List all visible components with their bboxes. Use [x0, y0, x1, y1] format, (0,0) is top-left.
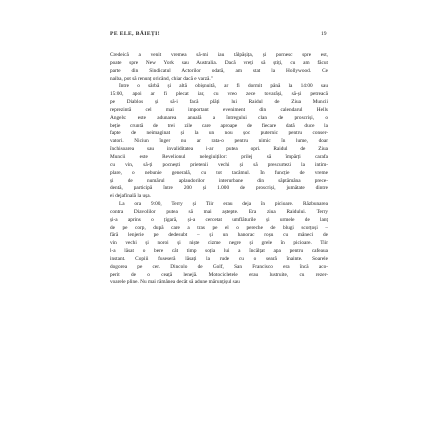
- text-line: închisoarea sau invaliditatea i-ar putea opri. Raidul de Ziua: [110, 146, 328, 153]
- text-line: instant. Copiii fuseseră lăsați la rude cu o seară înainte. Soarele: [110, 255, 328, 262]
- text-line: fapte de neimaginat și la un nou șoc puternic pentru conser-: [110, 130, 328, 137]
- text-line: poate spre New York sau Australia. Dacă vreți să știți, cu am făcut: [110, 59, 328, 66]
- text-line: beție cruntă de trei zile care aproape de fiecare dată duce la: [110, 122, 328, 129]
- text-line: parte din Sindicatul Actorilor odată, am stat la Hollywood. Ce: [110, 67, 328, 74]
- text-line: vin vechi și noroi și niște cizme negre și grele în picioare. Tiir: [110, 240, 328, 247]
- running-head: PE ELE, BĂIEȚI!: [110, 31, 160, 37]
- text-line: Muncii este Revelionul nelegiuiților: prilej să împărți carafa: [110, 153, 328, 160]
- page-number: 19: [321, 31, 327, 37]
- text-line: La ora 9:00, Terry și Tiir erau deja în picioare. Răzbunarea: [119, 201, 328, 208]
- text-line: plare, o nebunie generală, cu tot tacâmul. În funcție de vreme: [110, 169, 328, 176]
- text-line: fără lenjerie pe dedesubt – și un hanorac roșu cu mâneci de: [110, 232, 328, 239]
- text-line: Angels: este adunarea anuală a întregului clan de proscriși, o: [110, 114, 328, 121]
- text-line: Între o sârbă și altă obișnuită, ar fi dormit până la 14:00 sau: [119, 83, 328, 90]
- text-line: cu vin, să-ți pocnești prietenii vechi și să prescurtezi la intim-: [110, 161, 328, 168]
- text-line: naiba, pot să renunț oricând, chiar dacă e varză.": [110, 75, 213, 82]
- text-line: ei dejafinală la ușa.: [110, 193, 151, 200]
- text-line: reprezintă cel mai important eveniment din calendarul Hells: [110, 106, 328, 113]
- body-text: [110, 52, 328, 287]
- text-line: voarele pline. Nu mai rămânea decât să adune mărunțișul sau: [110, 279, 240, 286]
- text-line: pe Diablos și să-i facă plăți lui Raidul de Ziua Muncii: [110, 99, 328, 106]
- text-line: vatori. Niciun înger nu ar rata-o pentru nimic în lume, doar: [110, 138, 328, 145]
- text-line: perit de o ceață lenejă. Motocicletele erau lustruite, cu rezer-: [110, 271, 328, 278]
- text-line: contra Diavolilor putea să mai aștepte. Era ziua Raidului. Terry: [110, 208, 328, 215]
- text-line: 15:00, apoi ar fi plecat iar, cu vreo zece tovarăși, să-și petreacă: [110, 91, 328, 98]
- text-line: și-a aprins o țigară, și-a cercetat umflăturile și urmele de lanț: [110, 216, 328, 223]
- text-line: și de numărul aplaudorilor interurbane din săptămâna prece-: [110, 177, 328, 184]
- text-line: l-a lăsat o bere cât timp soția lui a încălțat apa pentru cafeaua: [110, 248, 328, 255]
- text-line: de pe corp, după care a tras pe el o pereche de blugi scorțoși –: [110, 224, 328, 231]
- text-line: dentă, participă între 200 și 1.000 de proscriși, jumătate dintre: [110, 185, 328, 192]
- text-line: Credeică a venit vremea să-mi iau tălpășița, și pornesc spre est,: [110, 52, 328, 58]
- text-line: dogorea pe cer. Dincolo de Golf, San Francisco era încă aco-: [110, 263, 328, 270]
